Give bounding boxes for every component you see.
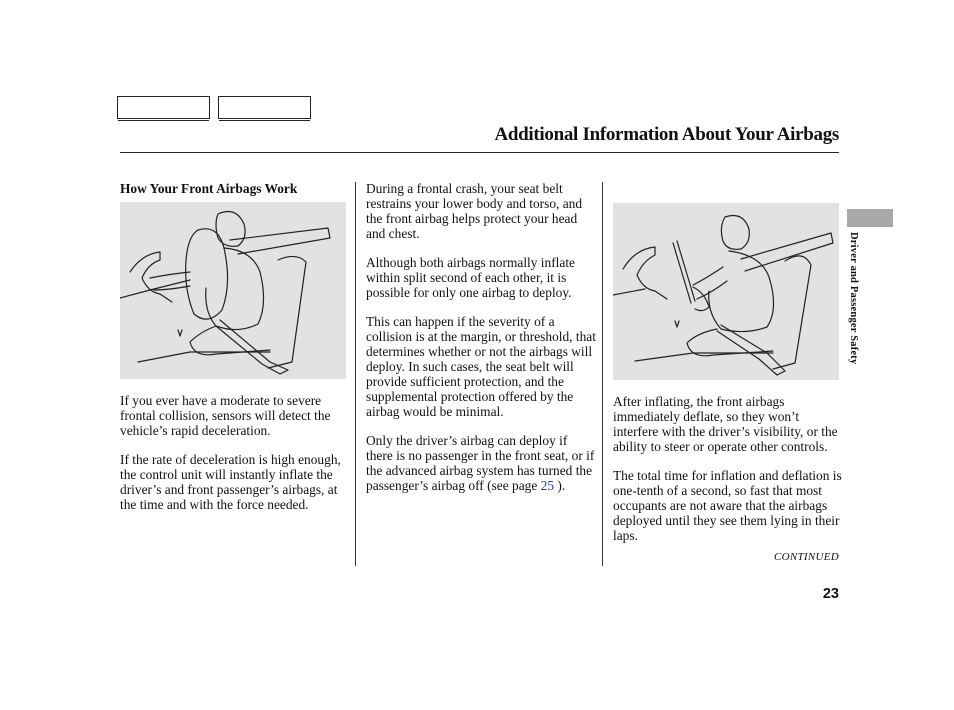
airbag-inflated-icon: [120, 202, 346, 379]
column-1: [120, 181, 350, 526]
driver-airbag-deflated-illustration: [613, 203, 839, 380]
paragraph-text-end: ).: [554, 478, 566, 493]
paragraph: [366, 433, 596, 493]
side-section-label: Driver and Passenger Safety: [848, 232, 859, 365]
column-2: [366, 181, 596, 507]
column-divider: [355, 182, 356, 566]
column-divider: [602, 182, 603, 566]
driver-airbag-inflated-illustration: [120, 202, 346, 379]
page-title: Additional Information About Your Airbags: [494, 124, 839, 145]
title-rule: [120, 152, 839, 153]
side-section-tab: [847, 209, 893, 227]
paragraph: After inflating, the front airbags immediately deflate, so they won’t interfere with the driver’s visibility, or the ability to steer or operate other controls.: [613, 394, 838, 454]
paragraph: During a frontal crash, your seat belt restrains your lower body and torso, and the front airbag helps protect your head and chest.: [366, 181, 583, 241]
paragraph-text: Only the driver’s airbag can deploy if there is no passenger in the front seat, or if the advanced airbag system has turned the passenger’s airbag off (see page: [366, 433, 595, 493]
paragraph: If you ever have a moderate to severe frontal collision, sensors will detect the vehicle’s rapid deceleration.: [120, 393, 331, 438]
page-number: 23: [822, 586, 839, 602]
continued-label: CONTINUED: [773, 551, 839, 563]
paragraph: If the rate of deceleration is high enough, the control unit will instantly inflate the driver’s and front passenger’s airbags, at the time and with the force needed.: [120, 452, 341, 512]
section-heading: How Your Front Airbags Work: [120, 181, 298, 196]
page-reference-link[interactable]: 25: [540, 478, 555, 493]
paragraph: Although both airbags normally inflate within split second of each other, it is possible for only one airbag to deploy.: [366, 255, 575, 300]
paragraph: The total time for inflation and deflation is one-tenth of a second, so fast that most occupants are not aware that the airbags deployed until they see them lying in their laps.: [613, 468, 842, 543]
header-tab-box-right: [218, 96, 311, 119]
column-3: [613, 181, 843, 557]
paragraph: This can happen if the severity of a collision is at the margin, or threshold, that determines whether or not the airbags will deploy. In such cases, the seat belt will provide sufficient protection, and the supplemental protection offered by the airbag would be minimal.: [366, 314, 596, 419]
header-tab-box-left: [117, 96, 210, 119]
airbag-deflated-icon: [613, 203, 839, 380]
